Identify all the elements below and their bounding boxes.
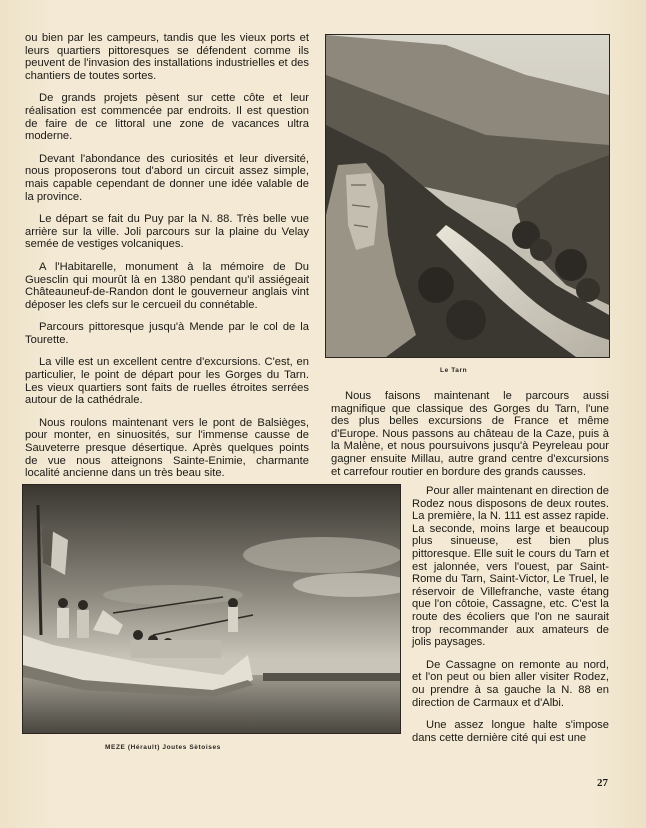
paragraph: De Cassagne on remonte au nord, et l'on peut ou bien aller visiter Rodez, ou prendre à sa gauche la N. 88 en direction de Carmaux et d'Albi. [412, 658, 609, 709]
paragraph: Parcours pittoresque jusqu'à Mende par le col de la Tourette. [25, 321, 309, 346]
narrow-text-column [412, 485, 609, 754]
page-number: 27 [597, 777, 608, 789]
tarn-photo-caption: Le Tarn [440, 367, 468, 374]
left-text-column [25, 32, 309, 490]
paragraph: Pour aller maintenant en direction de Rodez nous disposons de deux routes. La première, la N. 111 est assez rapide. La seconde, moins large et beaucoup plus sinueuse, est bien plus pittoresque. Elle suit le cours du Tarn et est jalonnée, vers l'ouest, par Saint-Rome du Tarn, Saint-Victor, Le Truel, le réservoir de Villefranche, vaste étang que l'on côtoie, Cassagne, etc. C'est la route des écoliers que l'on ne saurait trop recommander aux amateurs de jolis paysages. [412, 485, 609, 649]
paragraph: De grands projets pèsent sur cette côte et leur réalisation est commencée par endroits. Il est question de faire de ce littoral une zone de vacances ultra moderne. [25, 92, 309, 143]
paragraph: Une assez longue halte s'impose dans cette dernière cité qui est une [412, 719, 609, 744]
right-text-block [331, 390, 609, 488]
paragraph: Le départ se fait du Puy par la N. 88. Très belle vue arrière sur la ville. Joli parcours sur la plaine du Velay semée de vestiges volcaniques. [25, 213, 309, 251]
paragraph: La ville est un excellent centre d'excursions. C'est, en particulier, le point de départ pour les Gorges du Tarn. Les vieux quartiers sont faits de ruelles étroites serrées autour de la cathédrale. [25, 356, 309, 407]
paragraph: Devant l'abondance des curiosités et leur diversité, nous proposerons tout d'abord un circuit assez simple, mais capable cependant de donner une idée valable de la province. [25, 152, 309, 203]
paragraph: A l'Habitarelle, monument à la mémoire de Du Guesclin qui mourût là en 1380 pendant qu'il assiégeait Châteauneuf-de-Randon dont le gouverneur anglais vint déposer les clefs sur le cercueil du connétable. [25, 260, 309, 311]
paragraph: Nous faisons maintenant le parcours aussi magnifique que classique des Gorges du Tarn, l'une des plus belles excursions de France et même d'Europe. Nous passons au château de la Caze, puis à la Malène, et nous poursuivons jusqu'à Peyreleau pour gagner ensuite Millau, autre grand centre d'excursions et carrefour routier en bordure des grands causses. [331, 390, 609, 478]
meze-jousting-photo [22, 484, 401, 734]
tarn-gorge-photo [325, 34, 610, 358]
paragraph: ou bien par les campeurs, tandis que les vieux ports et leurs quartiers pittoresques se défendent comme ils peuvent de l'invasion des installations industrielles et des chantiers de toutes sortes. [25, 32, 309, 82]
meze-photo-caption: MEZE (Hérault) Joutes Sètoises [105, 744, 221, 751]
paragraph: Nous roulons maintenant vers le pont de Balsièges, pour monter, en sinuosités, sur l'immense causse de Sauveterre presque désertique. Après quelques points de vue nous atteignons Sainte-Enimie, charmante localité ancienne dans un très beau site. [25, 416, 309, 480]
